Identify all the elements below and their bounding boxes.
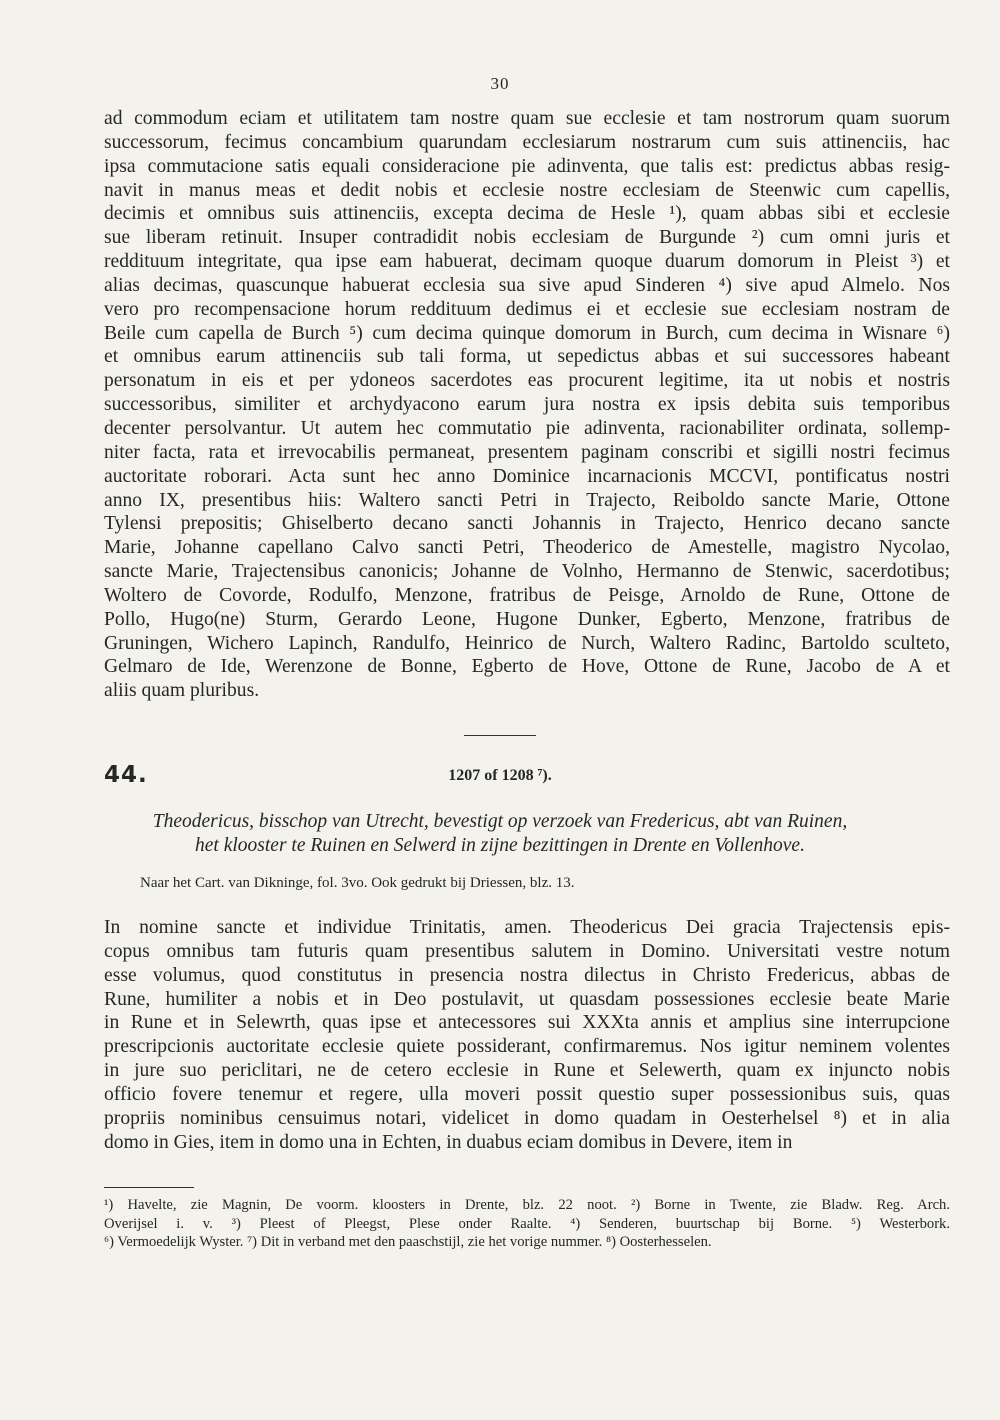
text-line: Gruningen, Wichero Lapinch, Randulfo, Heinrico de Nurch, Waltero Radinc, Bartoldo sculteto, [104,632,950,654]
text-line: vero pro recompensacione horum reddituum dedimus ei et ecclesie sue ecclesiam nostram de [104,298,950,320]
text-line: anno IX, presentibus hiis: Waltero sancti Petri in Trajecto, Reiboldo sancte Marie, Ottone [104,489,950,511]
text-line: sue liberam retinuit. Insuper contradidit nobis ecclesiam de Burgunde ²) cum omni juris et [104,227,950,249]
section-divider [464,735,536,736]
text-line: reddituum integritate, qua ipse eam habuerat, decimam quoque duarum domorum in Pleist ³) et [104,251,950,273]
text-line: aliis quam pluribus. [104,680,260,702]
text-line: Pollo, Hugo(ne) Sturm, Gerardo Leone, Hugone Dunker, Egberto, Menzone, fratribus de [104,608,950,630]
footnotes [104,1196,950,1252]
charter-44-text [104,916,950,1154]
text-line: Rune, humiliter a nobis et in Deo postulavit, ut quasdam possessiones ecclesie beate Marie [104,988,950,1010]
text-line: Woltero de Covorde, Rodulfo, Menzone, fratribus de Peisge, Arnoldo de Rune, Ottone de [104,584,950,606]
text-line: personatum in eis et per ydoneos sacerdotes eas procurent legitime, ita ut nobis et nostris [104,370,950,392]
text-line: copus omnibus tam futuris quam presentibus salutem in Domino. Universitati vestre notum [104,940,950,962]
text-line: navit in manus meas et dedit nobis et ecclesie nostre ecclesiam de Steenwic cum capellis, [104,179,950,201]
text-line: decenter persolvantur. Ut autem hec commutatio pie adinventa, racionabiliter ordinata, sollemp- [104,417,950,439]
text-line: domo in Gies, item in domo una in Echten, in duabus eciam domibus in Devere, item in [104,1131,793,1153]
summary-line: Theodericus, bisschop van Utrecht, bevestigt op verzoek van Fredericus, abt van Ruinen, [152,811,848,832]
text-line: successorum, fecimus concambium quarundam ecclesiarum nostrarum cum suis attinenciis, hac [104,131,950,153]
text-line: prescripcionis auctoritate ecclesie quiete possiderant, confirmaremus. Nos igitur neminem volentes [104,1036,950,1058]
text-line: decimis et omnibus suis attinenciis, excepta decima de Hesle ¹), quam abbas sibi et ecclesie [104,203,950,225]
text-line: Marie, Johanne capellano Calvo sancti Petri, Theoderico de Amestelle, magistro Nycolao, [104,537,950,559]
text-line: propriis nominibus censuimus notari, videlicet in domo quadam in Oesterhelsel ⁸) et in alia [104,1107,950,1129]
text-line: sancte Marie, Trajectensibus canonicis; Johanne de Volnho, Hermanno de Stenwic, sacerdotibus; [104,561,950,583]
text-line: alias decimas, quascunque habuerat ecclesia sua sive apud Sinderen ⁴) sive apud Almelo. Nos [104,274,950,296]
text-line: officio fovere tenemur et regere, ulla moveri possit questio super possessionibus suis, quas [104,1083,950,1105]
charter-date: 1207 of 1208 ⁷). [448,767,552,784]
text-line: Gelmaro de Ide, Werenzone de Bonne, Egberto de Hove, Ottone de Rune, Jacobo de A et [104,656,950,678]
footnote-line: ⁶) Vermoedelijk Wyster. ⁷) Dit in verband met den paaschstijl, zie het vorige nummer. ⁸) Oosterhesselen. [104,1234,712,1250]
footnote-line: ¹) Havelte, zie Magnin, De voorm. kloosters in Drente, blz. 22 noot. ²) Borne in Twente, zie Bladw. Reg. Arch. [104,1197,950,1213]
charter-number: 44. [104,762,148,788]
text-line: in jure suo periclitari, ne de cetero ecclesie in Rune et Selewerth, quam ex injuncto nobis [104,1060,950,1082]
text-line: In nomine sancte et individue Trinitatis, amen. Theodericus Dei gracia Trajectensis epis- [104,917,950,938]
footnote-line: Overijsel i. v. ³) Pleest of Pleegst, Plese onder Raalte. ⁴) Senderen, buurtschap bij Borne. ⁵) Westerbork. [104,1215,950,1232]
summary-line: het klooster te Ruinen en Selwerd in zijne bezittingen in Drente en Vollenhove. [195,835,805,856]
text-line: in Rune et in Selewrth, quas ipse et antecessores sui XXXta annis et amplius sine interrupcione [104,1012,950,1034]
charter-43-text [104,107,950,703]
charter-summary [0,810,1000,858]
text-line: ad commodum eciam et utilitatem tam nostre quam sue ecclesie et tam nostrorum quam suorum [104,108,950,129]
text-line: Beile cum capella de Burch ⁵) cum decima quinque domorum in Burch, cum decima in Wisnare ⁶) [104,322,950,344]
text-line: ipsa commutacione satis equali consideracione pie adinventa, que talis est: predictus abbas resig- [104,155,950,177]
text-line: esse volumus, quod constitutus in presencia nostra dilectus in Christo Fredericus, abbas de [104,964,950,986]
text-line: Tylensi prepositis; Ghiselberto decano sancti Johannis in Trajecto, Henrico decano sancte [104,513,950,535]
source-note: Naar het Cart. van Dikninge, fol. 3vo. Ook gedrukt bij Driessen, blz. 13. [140,875,575,891]
page-number: 30 [490,74,510,93]
text-line: niter facta, rata et irrevocabilis permaneat, presentem paginam conscribi et sigilli nostri fecimus [104,441,950,463]
text-line: auctoritate roborari. Acta sunt hec anno Dominice incarnacionis MCCVI, pontificatus nostri [104,465,950,487]
text-line: et omnibus earum attinenciis sub tali forma, ut sepedictus abbas et sui successores habeant [104,346,950,368]
text-line: successoribus, similiter et archydyacono earum jura nostra ex ipsis debita suis temporibus [104,394,950,416]
footnote-divider [104,1187,194,1188]
